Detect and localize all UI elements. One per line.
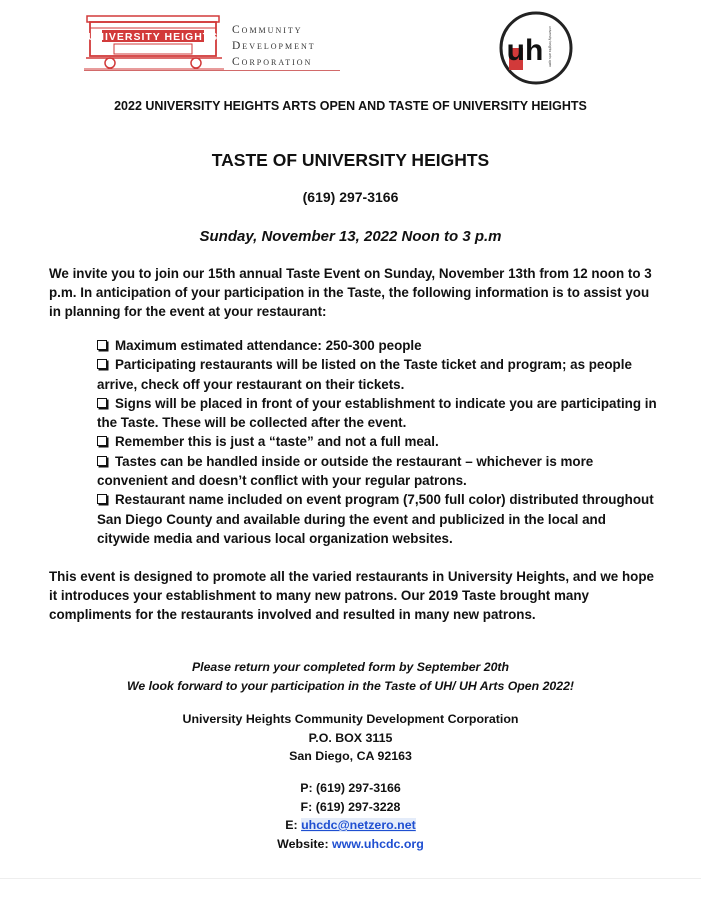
checkbox-icon bbox=[97, 359, 107, 369]
phone-value: (619) 297-3166 bbox=[316, 781, 401, 795]
checkbox-icon bbox=[97, 456, 107, 466]
phone-label: P: bbox=[300, 781, 313, 795]
trolley-logo-text: UNIVERSITY HEIGHTS bbox=[87, 31, 219, 43]
bullet-item bbox=[97, 394, 657, 433]
bullet-item bbox=[97, 452, 657, 491]
contact-phone bbox=[0, 779, 701, 798]
intro-paragraph: We invite you to join our 15th annual Taste Event on Sunday, November 13th from 12 noon to 3 p.m. In anticipation of your participation in the Taste, the following information is to assist you in planning for the event at your restaurant: bbox=[49, 266, 652, 319]
bullet-text: Tastes can be handled inside or outside the restaurant – whichever is more convenient and doesn’t conflict with your regular patrons. bbox=[97, 453, 594, 489]
contact-website bbox=[0, 835, 701, 854]
checkbox-icon bbox=[97, 494, 107, 504]
org-name-line: Development bbox=[232, 40, 316, 52]
bullet-text: Participating restaurants will be listed on the Taste ticket and program; as people arrive, check off your restaurant on their tickets. bbox=[97, 357, 632, 392]
return-deadline: Please return your completed form by September 20th bbox=[191, 660, 510, 674]
contact-fax bbox=[0, 798, 701, 817]
event-phone: (619) 297-3166 bbox=[302, 189, 399, 205]
bullet-text: Remember this is just a “taste” and not a full meal. bbox=[115, 434, 439, 450]
return-note bbox=[0, 658, 701, 696]
bullet-item bbox=[97, 490, 657, 548]
header-divider bbox=[84, 70, 340, 71]
org-name bbox=[232, 22, 316, 70]
contact-email bbox=[0, 816, 701, 835]
address-city: San Diego, CA 92163 bbox=[289, 749, 412, 763]
website-link[interactable]: www.uhcdc.org bbox=[332, 836, 424, 851]
bullet-text: Maximum estimated attendance: 250-300 people bbox=[115, 338, 422, 353]
checkbox-icon bbox=[97, 398, 107, 408]
bullet-item bbox=[97, 336, 657, 355]
org-name-line: Corporation bbox=[232, 56, 313, 68]
address-org: University Heights Community Development Corporation bbox=[182, 712, 519, 726]
bullet-text: Restaurant name included on event program (7,500 full color) distributed throughout San Diego County and available during the event and publicized in the local and citywide media and various local organization websites. bbox=[97, 492, 654, 546]
mailing-address bbox=[0, 710, 701, 766]
contact-info bbox=[0, 779, 701, 853]
page-bottom-edge bbox=[0, 878, 701, 879]
email-link[interactable]: uhcdc@netzero.net bbox=[301, 818, 416, 832]
uh-logo-small-text: university heights arts open bbox=[548, 26, 552, 68]
page-title: TASTE OF UNIVERSITY HEIGHTS bbox=[211, 150, 490, 170]
checkbox-icon bbox=[97, 340, 107, 350]
fax-value: (619) 297-3228 bbox=[315, 799, 401, 814]
uh-logo-letters: uh bbox=[506, 34, 544, 67]
email-label: E: bbox=[285, 818, 298, 832]
address-po-box: P.O. BOX 3115 bbox=[308, 730, 393, 745]
checkbox-icon bbox=[97, 436, 107, 446]
event-datetime: Sunday, November 13, 2022 Noon to 3 p.m bbox=[199, 228, 502, 245]
closing-paragraph: This event is designed to promote all the varied restaurants in University Heights, and we hope it introduces your establishment to many new patrons. Our 2019 Taste brought many compliments for the restaurants involved and resulted in many new patrons. bbox=[49, 569, 654, 622]
uh-logo bbox=[497, 10, 575, 86]
bullet-item bbox=[97, 432, 657, 451]
participation-note: We look forward to your participation in the Taste of UH/ UH Arts Open 2022! bbox=[126, 679, 575, 693]
org-name-line: Community bbox=[232, 24, 303, 36]
info-bullet-list bbox=[97, 336, 657, 548]
bullet-text: Signs will be placed in front of your establishment to indicate you are participating in the Taste. These will be collected after the event. bbox=[97, 395, 657, 431]
bullet-item bbox=[97, 355, 657, 394]
website-label: Website: bbox=[277, 836, 329, 851]
event-header: 2022 UNIVERSITY HEIGHTS ARTS OPEN AND TASTE OF UNIVERSITY HEIGHTS bbox=[114, 99, 587, 113]
fax-label: F: bbox=[300, 799, 313, 814]
trolley-logo bbox=[84, 14, 224, 72]
